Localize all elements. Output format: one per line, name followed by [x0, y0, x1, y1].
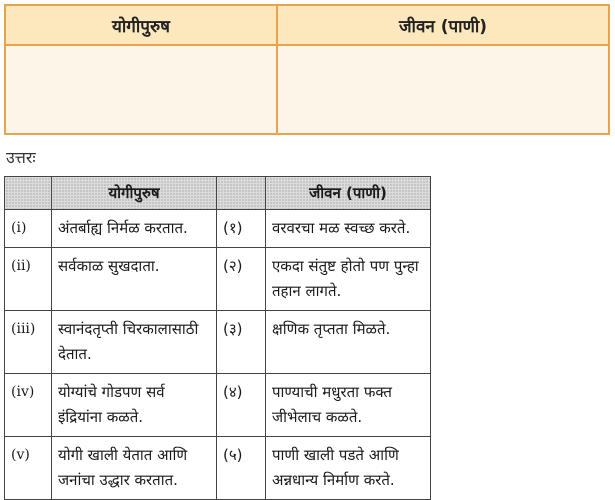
table-row	[5, 210, 431, 248]
yogi-cell: अंतर्बाह्य निर्मळ करतात.	[52, 210, 217, 248]
empty-cell-yogipurush	[6, 46, 278, 133]
header-blank-2	[217, 177, 266, 210]
table-row	[5, 374, 431, 437]
row-number: (v)	[5, 437, 52, 500]
table-row	[5, 311, 431, 374]
table-row	[5, 437, 431, 500]
question-table-body	[6, 46, 608, 133]
header-jeevan-pani: जीवन (पाणी)	[398, 16, 488, 37]
question-table-header	[6, 6, 608, 46]
row-number: (ii)	[5, 248, 52, 311]
empty-cell-jeevan	[278, 46, 608, 133]
row-number: (iii)	[5, 311, 52, 374]
header-yogipurush: योगीपुरुष	[52, 177, 217, 210]
water-cell: पाण्याची मधुरता फक्त जीभेलाच कळते.	[266, 374, 431, 437]
yogi-cell: योग्यांचे गोडपण सर्व इंद्रियांना कळते.	[52, 374, 217, 437]
row-number-marathi: (२)	[217, 248, 266, 311]
row-number-marathi: (४)	[217, 374, 266, 437]
row-number: (i)	[5, 210, 52, 248]
row-number-marathi: (५)	[217, 437, 266, 500]
question-table	[4, 4, 610, 135]
row-number-marathi: (१)	[217, 210, 266, 248]
table-row	[5, 248, 431, 311]
water-cell: एकदा संतुष्ट होतो पण पुन्हा तहान लागते.	[266, 248, 431, 311]
yogi-cell: सर्वकाळ सुखदाता.	[52, 248, 217, 311]
header-yogipurush: योगीपुरुष	[6, 6, 278, 44]
yogi-cell: योगी खाली येतात आणि जनांचा उद्धार करतात.	[52, 437, 217, 500]
yogi-cell: स्वानंदतृप्ती चिरकालासाठी देतात.	[52, 311, 217, 374]
water-cell: पाणी खाली पडते आणि अन्नधान्य निर्माण करते.	[266, 437, 431, 500]
header-jeevan-pani: जीवन (पाणी)	[266, 177, 431, 210]
answer-table-header	[5, 177, 431, 210]
answer-table	[4, 176, 431, 500]
water-cell: क्षणिक तृप्तता मिळते.	[266, 311, 431, 374]
row-number-marathi: (३)	[217, 311, 266, 374]
header-blank-1	[5, 177, 52, 210]
answer-label: उत्तरः	[6, 148, 36, 167]
water-cell: वरवरचा मळ स्वच्छ करते.	[266, 210, 431, 248]
row-number: (iv)	[5, 374, 52, 437]
